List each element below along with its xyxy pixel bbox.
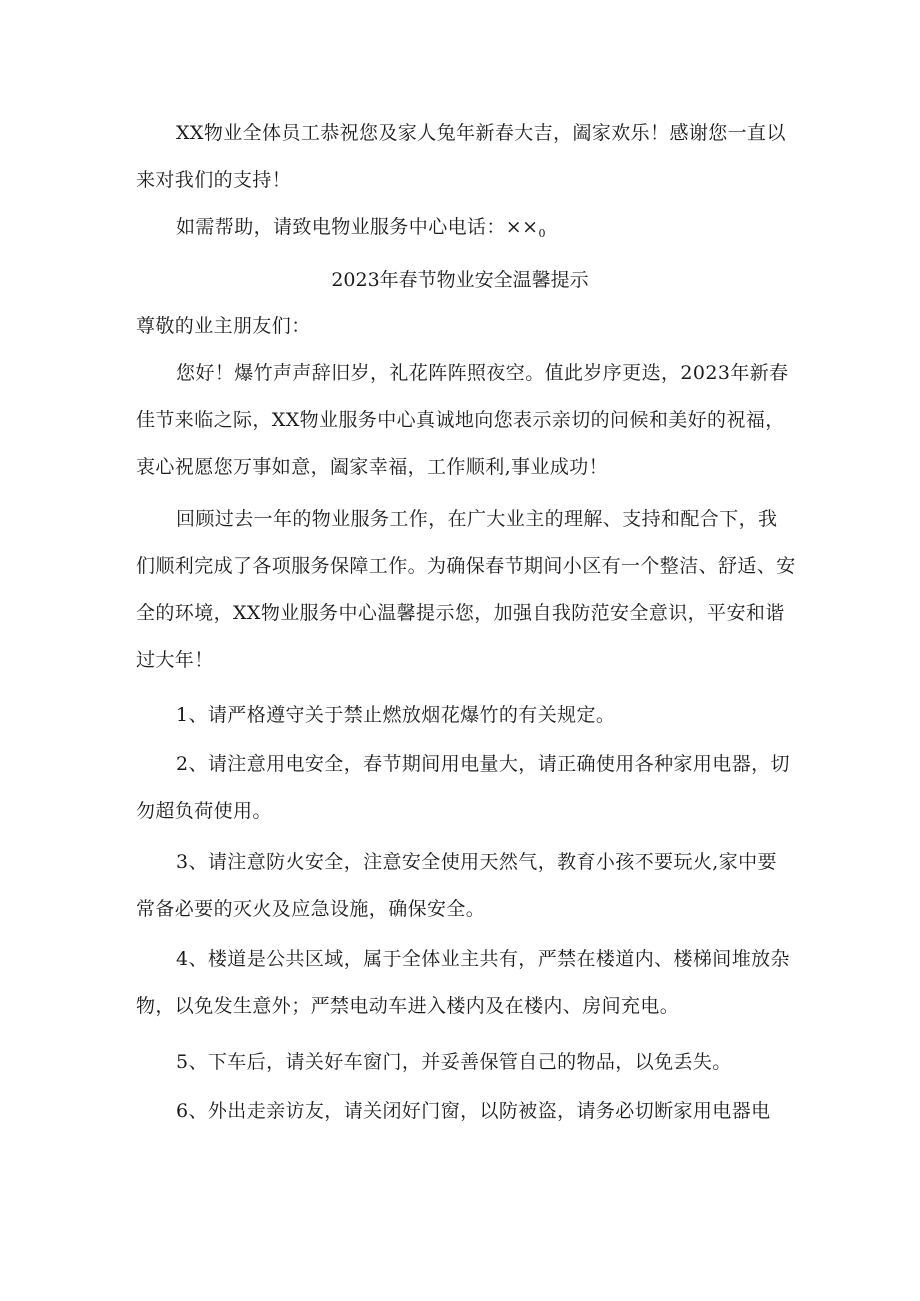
salutation: 尊敬的业主朋友们：: [136, 315, 311, 337]
list-item-3: 3、请注意防火安全，注意安全使用天然气，教育小孩不要玩火,家中要常备必要的灭火及应急设施，确保安全。: [136, 851, 777, 920]
contact-text: 如需帮助，请致电物业服务中心电话：××: [176, 216, 539, 238]
list-item-5: 5、下车后，请关好车窗门，并妥善保管自己的物品，以免丢失。: [176, 1051, 732, 1073]
page-title: 2023年春节物业安全温馨提示: [331, 269, 589, 291]
paragraph-review: 回顾过去一年的物业服务工作，在广大业主的理解、支持和配合下，我们顺利完成了各项服务保障工作。为确保春节期间小区有一个整洁、舒适、安全的环境，XX物业服务中心温馨提示您，加强自我防范安全意识，平安和谐过大年！: [136, 508, 796, 671]
list-item-4: 4、楼道是公共区域，属于全体业主共有，严禁在楼道内、楼梯间堆放杂物，以免发生意外；严禁电动车进入楼内及在楼内、房间充电。: [136, 948, 790, 1017]
paragraph-greeting: 您好！爆竹声声辞旧岁，礼花阵阵照夜空。值此岁序更迭，2023年新春佳节来临之际，XX物业服务中心真诚地向您表示亲切的问候和美好的祝福，衷心祝愿您万事如意，阖家幸福，工作顺利,事业成功！: [136, 362, 789, 478]
list-item-2: 2、请注意用电安全，春节期间用电量大，请正确使用各种家用电器，切勿超负荷使用。: [136, 753, 790, 822]
greeting-paragraph: XX物业全体员工恭祝您及家人兔年新春大吉，阖家欢乐！感谢您一直以来对我们的支持！: [136, 122, 786, 191]
contact-suffix: 0: [538, 227, 546, 240]
list-item-6: 6、外出走亲访友，请关闭好门窗，以防被盗，请务必切断家用电器电: [176, 1100, 771, 1122]
contact-line: [136, 204, 796, 257]
list-item-1: 1、请严格遵守关于禁止燃放烟花爆竹的有关规定。: [176, 704, 616, 726]
